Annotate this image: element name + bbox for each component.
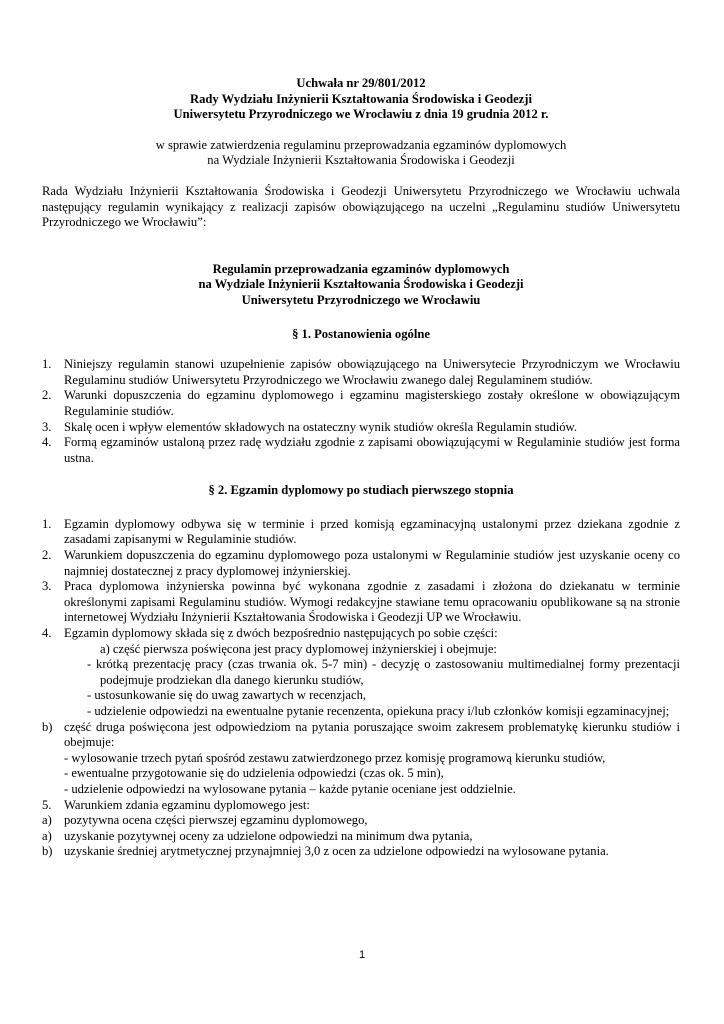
section-1-heading: § 1. Postanowienia ogólne xyxy=(292,326,430,341)
page-number: 1 xyxy=(358,949,366,961)
item-text: Warunkiem zdania egzaminu dyplomowego jest: xyxy=(64,797,310,812)
part-b-dash-item: - ewentualne przygotowanie się do udzielenia odpowiedzi (czas ok. 5 min), xyxy=(64,766,444,781)
list-item xyxy=(42,388,680,419)
part-b-text: część druga poświęcona jest odpowiedziom na pytania poruszające swoim zakresem problematykę kierunku studiów i obejmuje: xyxy=(64,719,680,750)
item-number: 5. xyxy=(42,797,52,812)
item-number: 3. xyxy=(42,579,52,594)
item-number: 1. xyxy=(42,516,52,531)
item-text: Warunkiem dopuszczenia do egzaminu dyplomowego poza ustalonymi w Regulaminie studiów jest uzyskanie oceny co najmniej dostatecznej z pracy dyplomowej inżynierskiej. xyxy=(64,548,680,578)
part-a-dash-item: - udzielenie odpowiedzi na ewentualne pytanie recenzenta, opiekuna pracy i/lub członków komisji egzaminacyjnej; xyxy=(87,704,670,718)
part-a-heading: a) część pierwsza poświęcona jest pracy dyplomowej inżynierskiej i obejmuje: xyxy=(100,641,497,656)
part-a-dash-item: - ustosunkowanie się do uwag zawartych w recenzjach, xyxy=(87,688,367,703)
list-item xyxy=(42,626,680,642)
item-number: 2. xyxy=(42,388,52,403)
regulation-title xyxy=(42,262,680,309)
section-1-list xyxy=(42,357,680,466)
resolution-header xyxy=(42,76,680,123)
item-number: 3. xyxy=(42,419,52,434)
list-item xyxy=(42,548,680,579)
list-item xyxy=(42,357,680,388)
section-2-heading: § 2. Egzamin dyplomowy po studiach pierwszego stopnia xyxy=(208,483,514,498)
list-item xyxy=(42,798,680,814)
resolution-date: Uniwersytetu Przyrodniczego we Wrocławiu z dnia 19 grudnia 2012 r. xyxy=(173,107,549,122)
condition-letter: a) xyxy=(42,813,52,828)
condition-item xyxy=(42,813,680,829)
section-2-list xyxy=(42,517,680,860)
condition-item xyxy=(42,844,680,860)
condition-letter: a) xyxy=(42,828,52,843)
list-item xyxy=(42,420,680,436)
item-number: 2. xyxy=(42,548,52,563)
condition-text: uzyskanie średniej arytmetycznej przynajmniej 3,0 z ocen za udzielone odpowiedzi na wylosowane pytania. xyxy=(64,844,609,859)
resolution-council: Rady Wydziału Inżynierii Kształtowania Środowiska i Geodezji xyxy=(190,91,532,106)
item-text: Warunki dopuszczenia do egzaminu dyplomowego i egzaminu magisterskiego zostały określone w obowiązującym Regulaminie studiów. xyxy=(64,388,680,418)
part-a-dash-item: - krótką prezentację pracy (czas trwania ok. 5-7 min) - decyzję o zastosowaniu multimedialnej formy prezentacji podejmuje prodziekan dla danego kierunku studiów, xyxy=(87,657,680,687)
condition-letter: b) xyxy=(42,844,53,859)
regulation-title-line-1: Regulamin przeprowadzania egzaminów dyplomowych xyxy=(212,261,510,276)
condition-item xyxy=(42,829,680,845)
item-text: Egzamin dyplomowy odbywa się w terminie i przed komisją egzaminacyjną ustalonymi przez dziekana zgodnie z zasadami zapisanymi w Regulaminie studiów. xyxy=(64,516,680,547)
list-item xyxy=(42,517,680,548)
regulation-title-line-3: Uniwersytetu Przyrodniczego we Wrocławiu xyxy=(241,292,481,307)
document-page xyxy=(42,76,680,860)
list-item xyxy=(42,435,680,466)
subject-line-1: w sprawie zatwierdzenia regulaminu przeprowadzania egzaminów dyplomowych xyxy=(155,137,567,152)
part-b-dash-item: - udzielenie odpowiedzi na wylosowane pytania – każde pytanie oceniane jest oddzielnie. xyxy=(64,781,516,796)
item-text: Egzamin dyplomowy składa się z dwóch bezpośrednio następujących po sobie części: xyxy=(64,626,498,641)
item-number: 4. xyxy=(42,626,52,641)
item-number: 1. xyxy=(42,357,52,372)
part-b-dash-item: - wylosowanie trzech pytań spośród zestawu zatwierdzonego przez komisję programową kierunku studiów, xyxy=(64,750,606,765)
item-text: Niniejszy regulamin stanowi uzupełnienie zapisów obowiązującego na Uniwersytecie Przyrodniczym we Wrocławiu Regulaminu studiów Uniwersytetu Przyrodniczego we Wrocławiu zwanego dalej Regulaminem studiów. xyxy=(64,357,680,387)
item-text: Formą egzaminów ustaloną przez radę wydziału zgodnie z zapisami obowiązującymi w Regulaminie studiów jest forma ustna. xyxy=(64,435,680,465)
resolution-number: Uchwała nr 29/801/2012 xyxy=(296,76,426,90)
item-text: Praca dyplomowa inżynierska powinna być wykonana zgodnie z zasadami i złożona do dziekanatu w terminie określonymi zapisami Regulaminu studiów. Wymogi redakcyjne stawiane temu opracowaniu opublikowane są na stronie internetowej Wydziału Inżynierii Kształtowania Środowiska i Geodezji UP we Wrocławiu. xyxy=(64,579,680,625)
list-item xyxy=(42,579,680,626)
part-b-item xyxy=(42,720,680,751)
subject-line-2: na Wydziale Inżynierii Kształtowania Środowiska i Geodezji xyxy=(207,153,515,168)
item-text: Skalę ocen i wpływ elementów składowych na ostateczny wynik studiów określa Regulamin studiów. xyxy=(64,419,577,434)
condition-text: pozytywna ocena części pierwszej egzaminu dyplomowego, xyxy=(64,813,368,828)
intro-paragraph: Rada Wydziału Inżynierii Kształtowania Środowiska i Geodezji Uniwersytetu Przyrodniczego we Wrocławiu uchwala następujący regulamin wynikający z realizacji zapisów obowiązującego na uczelni „Regulaminu studiów Uniwersytetu Przyrodniczego we Wrocławiu”: xyxy=(42,183,680,230)
regulation-title-line-2: na Wydziale Inżynierii Kształtowania Środowiska i Geodezji xyxy=(198,277,524,292)
part-b-letter: b) xyxy=(42,719,53,734)
condition-text: uzyskanie pozytywnej oceny za udzielone odpowiedzi na minimum dwa pytania, xyxy=(64,828,473,843)
resolution-subject xyxy=(42,138,680,169)
item-number: 4. xyxy=(42,435,52,450)
